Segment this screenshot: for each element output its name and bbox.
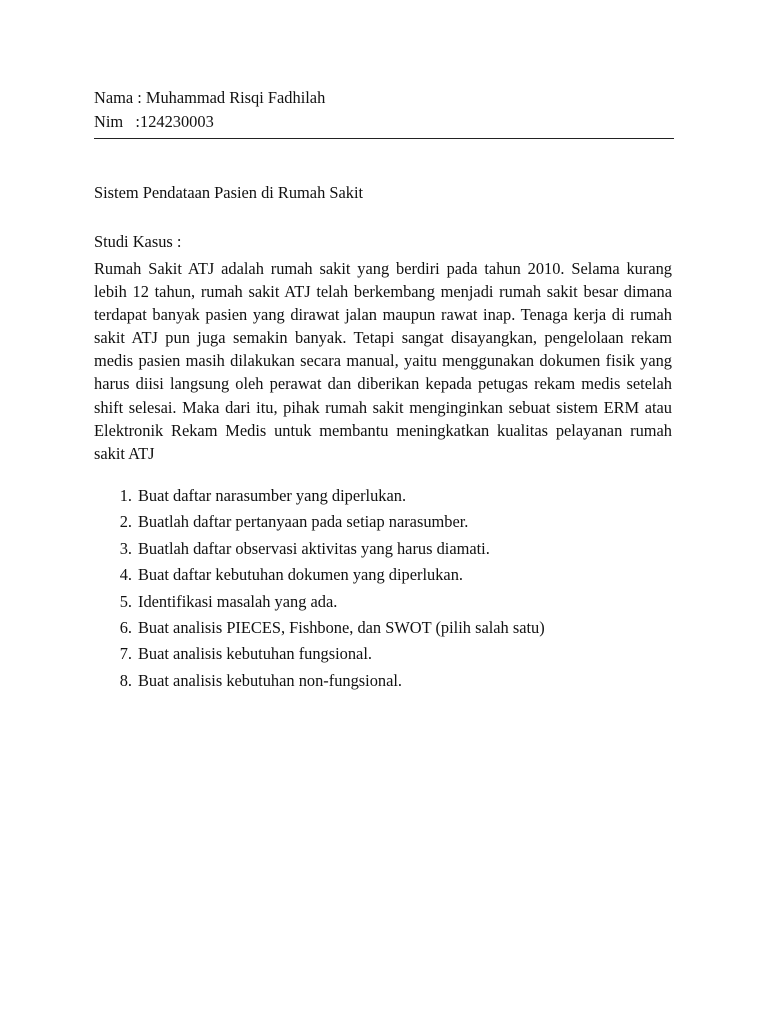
task-text: Buat analisis kebutuhan fungsional. bbox=[138, 644, 372, 664]
name-label: Nama bbox=[94, 88, 134, 107]
task-item bbox=[94, 483, 674, 509]
case-study-label: Studi Kasus : bbox=[94, 232, 182, 251]
task-item bbox=[94, 668, 674, 694]
case-study-body: Rumah Sakit ATJ adalah rumah sakit yang berdiri pada tahun 2010. Selama kurang lebih 12 tahun, rumah sakit ATJ telah berkembang menjadi rumah sakit besar dimana terdapat banyak pasien yang dirawat jalan maupun rawat inap. Tenaga kerja di rumah sakit ATJ pun juga semakin banyak. Tetapi sangat disayangkan, pengelolaan rekam medis pasien masih dilakukan secara manual, yaitu menggunakan dokumen fisik yang harus diisi langsung oleh perawat dan diberikan kepada petugas rekam medis setelah shift selesai. Maka dari itu, pihak rumah sakit menginginkan sebuat sistem ERM atau Elektronik Rekam Medis untuk membantu meningkatkan kualitas pelayanan rumah sakit ATJ bbox=[94, 259, 672, 463]
task-number: 7. bbox=[119, 644, 132, 664]
task-text: Buat daftar narasumber yang diperlukan. bbox=[138, 486, 407, 505]
task-number: 3. bbox=[119, 538, 132, 558]
task-item bbox=[94, 536, 674, 562]
task-text: Buat analisis kebutuhan non-fungsional. bbox=[138, 670, 403, 690]
task-number: 4. bbox=[119, 565, 132, 585]
task-item bbox=[94, 615, 674, 641]
task-number: 1. bbox=[119, 486, 132, 505]
task-number: 6. bbox=[119, 618, 132, 638]
task-list bbox=[94, 483, 674, 694]
header-divider bbox=[94, 138, 674, 139]
task-number: 5. bbox=[119, 591, 132, 611]
student-header bbox=[94, 86, 325, 134]
name-separator: : bbox=[133, 88, 146, 107]
task-item bbox=[94, 641, 674, 667]
name-row bbox=[94, 86, 325, 110]
document-title: Sistem Pendataan Pasien di Rumah Sakit bbox=[94, 183, 364, 202]
nim-value: 124230003 bbox=[140, 112, 214, 131]
task-text: Identifikasi masalah yang ada. bbox=[138, 591, 338, 611]
task-text: Buatlah daftar observasi aktivitas yang harus diamati. bbox=[138, 538, 490, 558]
task-text: Buat daftar kebutuhan dokumen yang diperlukan. bbox=[138, 565, 463, 585]
task-item bbox=[94, 509, 674, 535]
task-text: Buatlah daftar pertanyaan pada setiap narasumber. bbox=[138, 512, 469, 532]
name-value: Muhammad Risqi Fadhilah bbox=[145, 88, 326, 107]
nim-separator: : bbox=[123, 112, 140, 131]
task-number: 8. bbox=[119, 670, 132, 690]
nim-label: Nim bbox=[94, 112, 124, 131]
task-number: 2. bbox=[119, 512, 132, 532]
nim-row bbox=[94, 110, 325, 134]
task-item bbox=[94, 589, 674, 615]
task-text: Buat analisis PIECES, Fishbone, dan SWOT (pilih salah satu) bbox=[138, 618, 545, 638]
task-item bbox=[94, 562, 674, 588]
